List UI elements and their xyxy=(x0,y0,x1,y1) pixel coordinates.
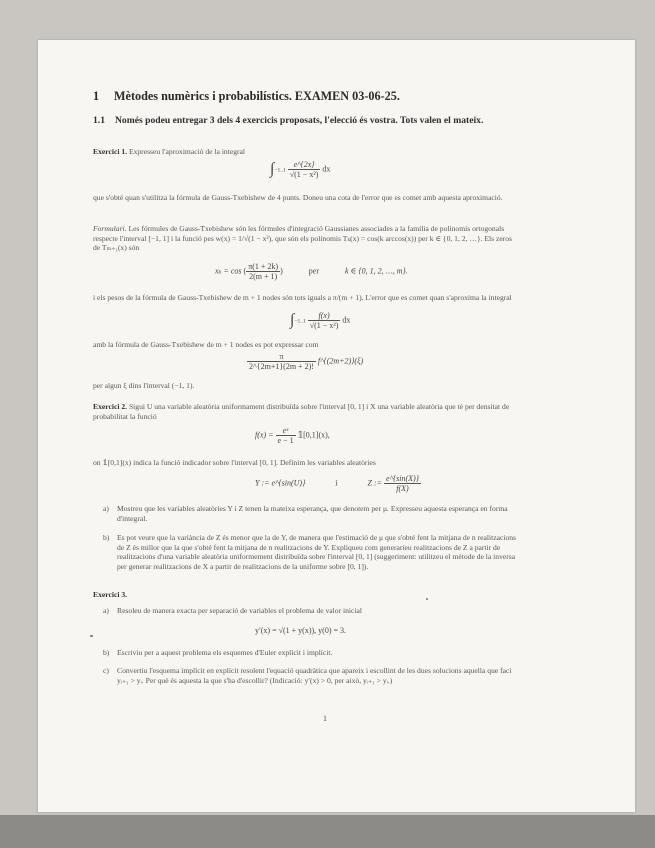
ex2-b-text: Es pot veure que la variància de Z és menor que la de Y, de manera que l'estimació de μ que s'obté fent la mitjana de n realitzacions de Z és millor que la que s'obté fent la mitjana de n realitzacions de Y. Expliqueu com generaríeu realitzacions de Z a partir de realitzacions d'una variable aleatòria uniformement distribuïda sobre l'interval [0, 1] (suggeriment: utilitzeu el mètode de la inversa per generar realitzacions de X a partir de realitzacions de la uniforme sobre [0, 1]). xyxy=(117,533,516,571)
ex2-b-label: b) xyxy=(103,533,110,542)
ex3-b-label: b) xyxy=(103,648,110,657)
section-number: 1 xyxy=(93,89,100,103)
ex2-label: Exercici 2. xyxy=(93,402,128,411)
ex2-a-text: Mostreu que les variables aleatòries Y i Z tenen la mateixa esperança, que denotem per μ. Expresseu aquesta esperança en forma d'integral. xyxy=(117,504,508,523)
ex3-label: Exercici 3. xyxy=(93,590,128,599)
nodes-per: per xyxy=(308,266,319,276)
integrand-numerator: e^{2x} xyxy=(288,160,321,170)
nodes-set: k ∈ {0, 1, 2, …, m}. xyxy=(344,266,408,276)
integrand-denominator: √(1 − x²) xyxy=(289,170,319,179)
error-formula xyxy=(247,352,363,371)
ex2-text1: on 𝟙[0,1](x) indica la funció indicador sobre l'interval [0, 1]. Definim les variables aleatòries xyxy=(93,458,376,467)
nodes-formula: xₖ = cos ( $\frac{\pi(1 + 2k)}{2(m + 1)}$ ) per k ∈ {0, 1, 2, …, m}. xyxy=(215,262,408,281)
nodes-numerator: π(1 + 2k) xyxy=(248,262,279,271)
density-lhs: f(x) = xyxy=(255,430,274,440)
yz-definitions xyxy=(255,474,421,493)
z-lhs: Z := xyxy=(367,478,383,488)
page-number: 1 xyxy=(323,714,327,723)
ex1-integral: ∫−1..1 $\frac{e\^{}\{2x\}}{\text{√(1 − x²)}}$ dx xyxy=(270,160,331,179)
ex1-intro-text: Expresseu l'aproximació de la integral xyxy=(128,147,246,156)
ex1-text4: per algun ξ dins l'interval (−1, 1). xyxy=(93,381,195,390)
nodes-lhs: xₖ = cos xyxy=(215,266,242,276)
subsection-title: Només podeu entregar 3 dels 4 exercicis proposats, l'elecció és vostra. Tots valen el mateix. xyxy=(115,115,484,126)
ex3-c-label: c) xyxy=(103,666,109,675)
density-formula xyxy=(255,426,330,445)
ex1-text3: amb la fórmula de Gauss-Txebishew de m + 1 nodes es pot expressar com xyxy=(93,340,319,349)
formulari-text: Les fórmules de Gauss-Txebishew són les fórmules d'integració Gaussianes associades a la família de polinomis ortogonals respecte l'interval [−1, 1] i la funció pes w(x) = 1/√(1 − x²), que són els polinomis Tₖ(x) = cos(k arccos(x)) per k ∈ {0, 1, 2, …}. Els zeros de Tₘ₊₁(x) són xyxy=(93,224,513,253)
f-denominator: √(1 − x²) xyxy=(309,321,339,330)
z-numerator: e^{sin(X)} xyxy=(386,474,419,483)
scan-speck xyxy=(426,598,428,600)
ex3-c-text: Convertiu l'esquema implícit en explícit resolent l'equació quadràtica que apareix i escollint de les dues solucions aquella que faci yᵢ₊₁ > yᵢ. Per què és aquesta la que s'ha d'escollir? (Indicació: y′(x) > 0, per això, yᵢ₊₁ > yᵢ.) xyxy=(117,666,512,685)
section-heading xyxy=(93,89,523,104)
ode-formula: y′(x) = √(1 + y(x)), y(0) = 3. xyxy=(255,626,346,635)
integral-dx: dx xyxy=(322,164,331,174)
ex1-text1: que s'obté quan s'utilitza la fórmula de Gauss-Txebishew de 4 punts. Doneu una cota de l'error que es comet amb aquesta aproximació. xyxy=(93,193,503,202)
density-numerator: eˣ xyxy=(276,426,296,436)
scan-speck xyxy=(90,635,93,637)
error-denominator: 2^{2m+1}(2m + 2)! xyxy=(249,362,314,371)
ex1-intro xyxy=(93,147,518,157)
f-numerator: f(x) xyxy=(308,311,341,321)
ex2-a-label: a) xyxy=(103,504,109,513)
error-derivative: f^{(2m+2)}(ξ) xyxy=(317,356,364,366)
nodes-denominator: 2(m + 1) xyxy=(249,272,278,281)
ex3-a-text: Resoleu de manera exacta per separació de variables el problema de valor inicial xyxy=(117,606,362,615)
subsection-number: 1.1 xyxy=(93,115,105,126)
ex3-b-text: Escriviu per a aquest problema els esquemes d'Euler explícit i implícit. xyxy=(117,648,333,657)
z-denominator: f(X) xyxy=(396,484,409,493)
ex1-formulari xyxy=(93,224,518,253)
density-denominator: e − 1 xyxy=(277,436,294,445)
ex2-intro-text: Sigui U una variable aleatòria uniformament distribuïda sobre l'interval [0, 1] i X una variable aleatòria que té per densitat de probabilitat la funció xyxy=(93,402,510,421)
ex3-heading xyxy=(93,590,518,600)
formulari-label: Formulari. xyxy=(93,224,127,233)
error-numerator: π xyxy=(247,352,316,362)
ex1-text2: i els pesos de la fórmula de Gauss-Txebishew de m + 1 nodes són tots iguals a π/(m + 1). L'error que es comet quan s'aproxima la integral xyxy=(93,293,512,302)
density-indicator: 𝟙[0,1](x), xyxy=(297,430,330,440)
y-definition: Y := e^{sin(U)} xyxy=(255,478,306,488)
scanner-background xyxy=(0,815,655,848)
ex3-a-label: a) xyxy=(103,606,109,615)
ex1-label: Exercici 1. xyxy=(93,147,128,156)
weighted-integral: ∫−1..1 $\frac{f(x)}{\text{√(1 − x²)}}$ dx xyxy=(290,311,351,330)
and-word: i xyxy=(335,478,338,488)
section-title: Mètodes numèrics i probabilístics. EXAMEN 03-06-25. xyxy=(114,89,400,103)
ex2-intro xyxy=(93,402,518,421)
